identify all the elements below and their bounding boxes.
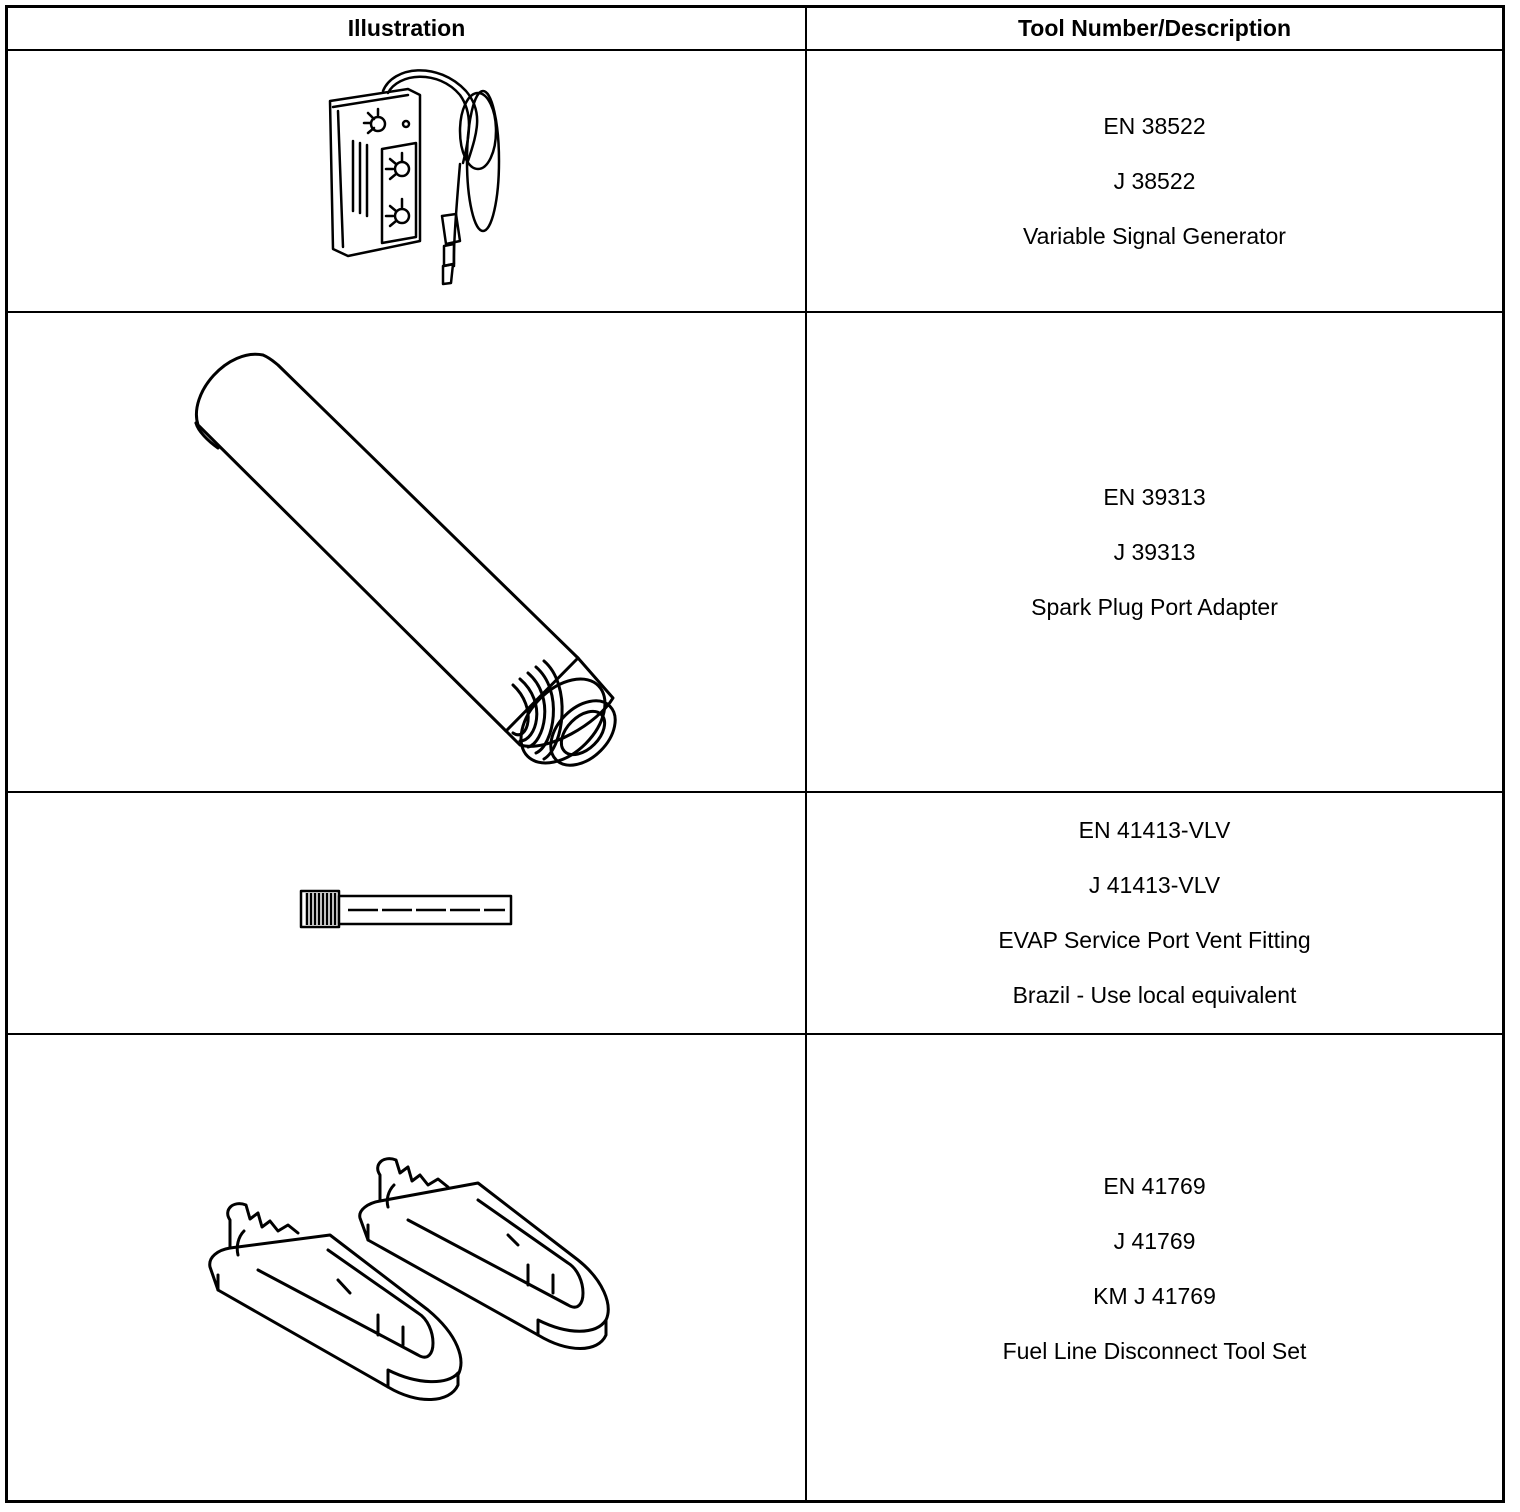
description-cell	[807, 1035, 1502, 1503]
spark-plug-port-adapter-illustration	[8, 313, 805, 793]
tool-number-j: J 41413-VLV	[1088, 872, 1221, 898]
header-illustration: Illustration	[8, 8, 807, 49]
fuel-line-disconnect-tool-set-illustration	[8, 1035, 805, 1503]
description-cell	[807, 51, 1502, 311]
tool-description: Fuel Line Disconnect Tool Set	[1002, 1338, 1307, 1364]
illustration-cell	[8, 1035, 807, 1503]
evap-service-port-vent-fitting-illustration	[8, 793, 805, 1035]
illustration-cell	[8, 793, 807, 1033]
description-cell	[807, 313, 1502, 791]
tool-description: Spark Plug Port Adapter	[1031, 593, 1278, 620]
illustration-cell	[8, 51, 807, 311]
tool-number-en: EN 39313	[1103, 483, 1206, 510]
table-row	[8, 1035, 1502, 1503]
tool-number-j: J 41769	[1113, 1228, 1196, 1254]
description-cell	[807, 793, 1502, 1033]
tool-note: Brazil - Use local equivalent	[1012, 982, 1297, 1008]
tool-number-j: J 38522	[1113, 167, 1196, 194]
table-header	[8, 8, 1502, 51]
tool-description: Variable Signal Generator	[1023, 222, 1286, 249]
table-row	[8, 51, 1502, 313]
tool-number-en: EN 41769	[1103, 1173, 1206, 1199]
tool-number-en: EN 41413-VLV	[1078, 817, 1231, 843]
tool-description: EVAP Service Port Vent Fitting	[998, 927, 1311, 953]
variable-signal-generator-illustration	[8, 51, 805, 313]
header-description: Tool Number/Description	[1017, 15, 1292, 41]
tool-number-j: J 39313	[1113, 538, 1196, 565]
tool-number-en: EN 38522	[1103, 112, 1206, 139]
tool-number-km: KM J 41769	[1093, 1283, 1216, 1309]
tool-table	[5, 5, 1505, 1503]
table-row	[8, 793, 1502, 1035]
table-row	[8, 313, 1502, 793]
illustration-cell	[8, 313, 807, 791]
